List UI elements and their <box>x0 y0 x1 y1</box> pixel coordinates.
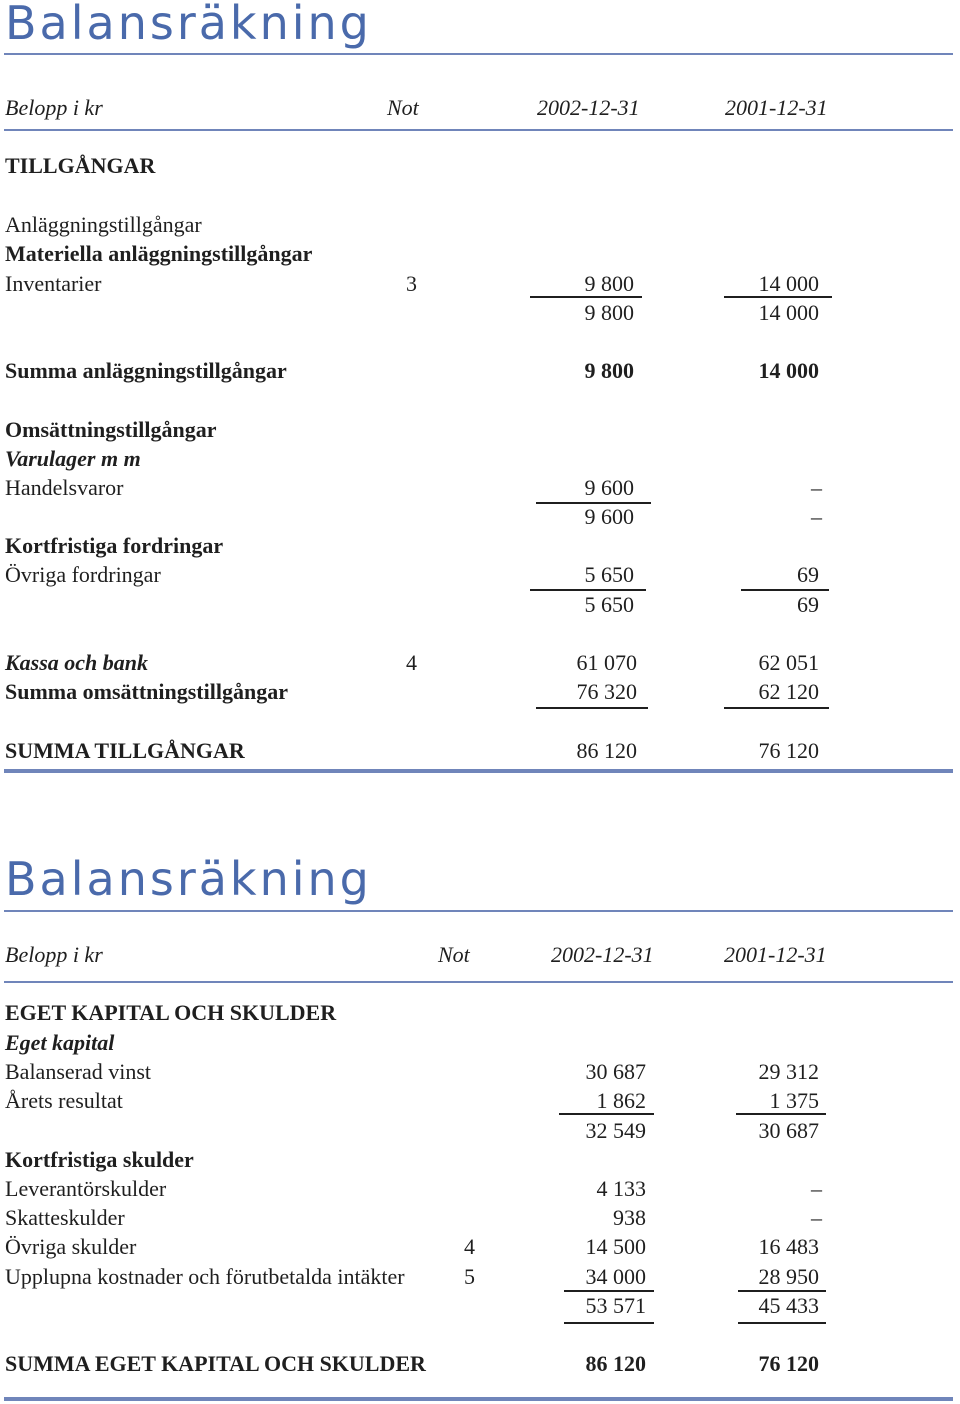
group-heading: Anläggningstillgångar <box>5 212 202 237</box>
row-label: Inventarier <box>5 271 102 296</box>
row-value-2002: 9 600 <box>584 475 634 500</box>
row-value-2002: 4 133 <box>596 1176 646 1201</box>
group-heading: Kortfristiga fordringar <box>5 533 224 558</box>
row-value-2002: 34 000 <box>585 1264 646 1289</box>
total-value-2002: 86 120 <box>585 1351 646 1376</box>
row-label: Handelsvaror <box>5 475 124 500</box>
row-note: 4 <box>464 1234 475 1259</box>
subtotal-2002: 5 650 <box>584 592 634 617</box>
total-rule-assets <box>4 769 953 773</box>
underline <box>741 589 829 591</box>
row-label: Årets resultat <box>5 1088 123 1113</box>
row-value-2001: 16 483 <box>758 1234 819 1259</box>
row-value-2001: – <box>811 1205 822 1230</box>
sum-label: Summa omsättningstillgångar <box>5 679 288 704</box>
header-rule-liabilities <box>4 981 953 983</box>
row-value-2001: 14 000 <box>758 271 819 296</box>
subtotal-2002: 32 549 <box>585 1118 646 1143</box>
subtotal-2001: 30 687 <box>758 1118 819 1143</box>
row-value-2002: 9 800 <box>584 271 634 296</box>
underline <box>738 1290 826 1292</box>
row-value-2001: – <box>811 1176 822 1201</box>
subtotal-2001: – <box>811 504 822 529</box>
row-value-2002: 61 070 <box>576 650 637 675</box>
row-value-2002: 938 <box>613 1205 646 1230</box>
group-heading: Kortfristiga skulder <box>5 1147 194 1172</box>
header-col-2002: 2002-12-31 <box>537 95 640 120</box>
header-col-2001: 2001-12-31 <box>724 942 827 967</box>
group-heading: Eget kapital <box>5 1030 115 1055</box>
sum-value-2002: 9 800 <box>584 358 634 383</box>
subtotal-2001: 45 433 <box>758 1293 819 1318</box>
total-value-2002: 86 120 <box>576 738 637 763</box>
row-value-2001: 28 950 <box>758 1264 819 1289</box>
group-heading: Materiella anläggningstillgångar <box>5 241 313 266</box>
header-label: Belopp i kr <box>5 942 103 967</box>
header-note: Not <box>438 942 470 967</box>
sum-value-2001: 62 120 <box>758 679 819 704</box>
title-rule-assets <box>4 53 953 55</box>
page-title-liabilities: Balansräkning <box>5 852 372 906</box>
header-note: Not <box>387 95 419 120</box>
group-heading: Varulager m m <box>5 446 141 471</box>
underline <box>724 707 829 709</box>
row-note: 3 <box>406 271 417 296</box>
group-heading: Omsättningstillgångar <box>5 417 217 442</box>
subtotal-2001: 14 000 <box>758 300 819 325</box>
sum-label: Summa anläggningstillgångar <box>5 358 287 383</box>
row-label: Leverantörskulder <box>5 1176 167 1201</box>
row-value-2001: 62 051 <box>758 650 819 675</box>
underline <box>736 1113 826 1115</box>
underline <box>530 589 646 591</box>
sum-value-2002: 76 320 <box>576 679 637 704</box>
total-rule-liabilities <box>4 1397 953 1401</box>
row-label: Balanserad vinst <box>5 1059 152 1084</box>
row-value-2002: 1 862 <box>596 1088 646 1113</box>
row-note: 5 <box>464 1264 475 1289</box>
header-rule-assets <box>4 129 953 131</box>
row-value-2002: 5 650 <box>584 562 634 587</box>
sum-value-2001: 14 000 <box>758 358 819 383</box>
row-value-2001: – <box>811 475 822 500</box>
underline <box>559 1113 654 1115</box>
header-col-2002: 2002-12-31 <box>551 942 654 967</box>
underline <box>530 296 642 298</box>
row-value-2002: 30 687 <box>585 1059 646 1084</box>
row-label: Upplupna kostnader och förutbetalda intäkter <box>5 1264 405 1289</box>
section-heading: EGET KAPITAL OCH SKULDER <box>5 1000 337 1025</box>
total-label: SUMMA TILLGÅNGAR <box>5 738 245 763</box>
row-value-2001: 29 312 <box>758 1059 819 1084</box>
header-label: Belopp i kr <box>5 95 103 120</box>
subtotal-2001: 69 <box>797 592 819 617</box>
row-value-2001: 69 <box>797 562 819 587</box>
header-col-2001: 2001-12-31 <box>725 95 828 120</box>
row-value-2001: 1 375 <box>769 1088 819 1113</box>
underline <box>724 296 832 298</box>
total-value-2001: 76 120 <box>758 738 819 763</box>
underline <box>536 707 648 709</box>
row-label: Kassa och bank <box>5 650 149 675</box>
page-title-assets: Balansräkning <box>5 0 372 50</box>
row-label: Skatteskulder <box>5 1205 125 1230</box>
row-label: Övriga fordringar <box>5 562 161 587</box>
total-value-2001: 76 120 <box>758 1351 819 1376</box>
row-label: Övriga skulder <box>5 1234 137 1259</box>
underline <box>564 1322 654 1324</box>
subtotal-2002: 9 600 <box>584 504 634 529</box>
total-label: SUMMA EGET KAPITAL OCH SKULDER <box>5 1351 426 1376</box>
row-value-2002: 14 500 <box>585 1234 646 1259</box>
section-heading: TILLGÅNGAR <box>5 153 156 178</box>
title-rule-liabilities <box>4 910 953 912</box>
row-note: 4 <box>406 650 417 675</box>
subtotal-2002: 53 571 <box>585 1293 646 1318</box>
subtotal-2002: 9 800 <box>584 300 634 325</box>
underline <box>564 1290 654 1292</box>
underline <box>738 1322 826 1324</box>
